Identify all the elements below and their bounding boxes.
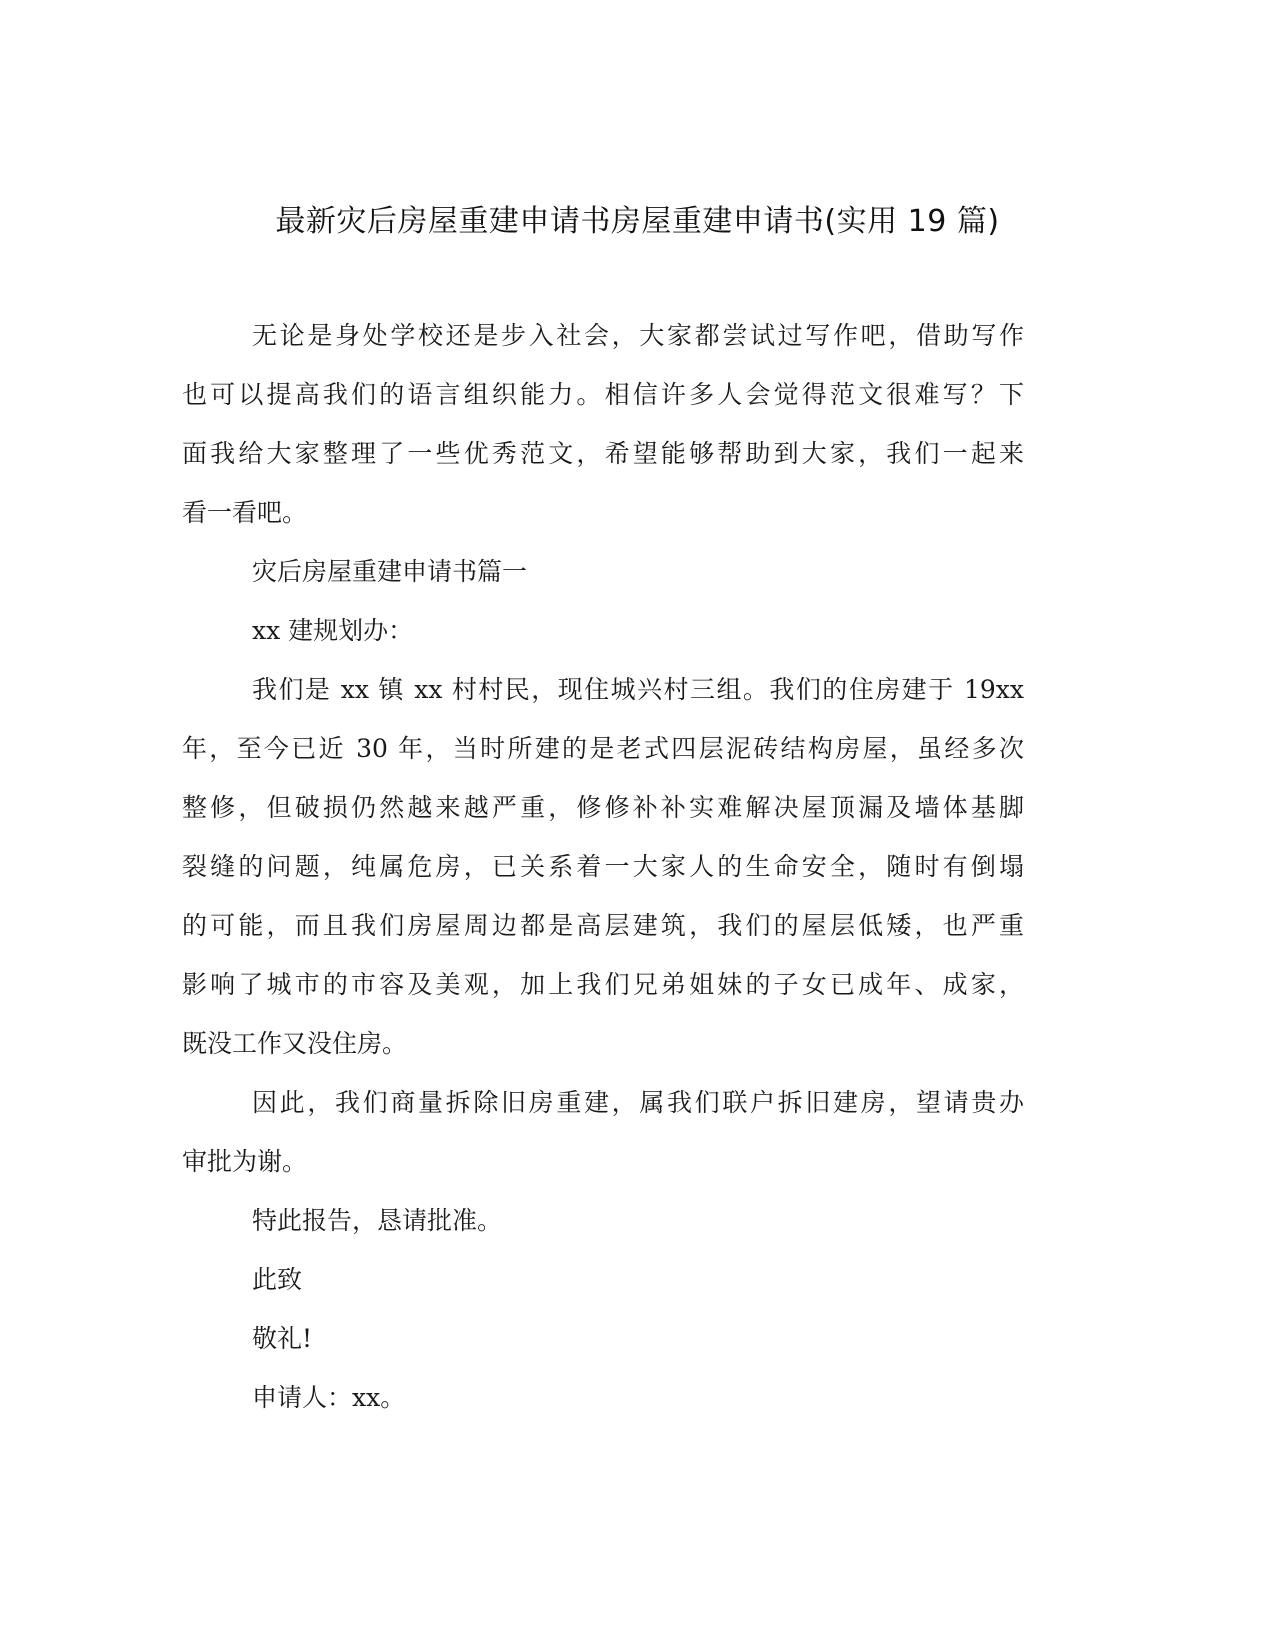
body-para2-line-2: 审批为谢。: [182, 1147, 308, 1176]
intro-line-2: 也可以提高我们的语言组织能力。相信许多人会觉得范文很难写？下: [182, 380, 1024, 409]
intro-line-4: 看一看吧。: [182, 498, 308, 527]
closing-cizhi: 此致: [252, 1265, 303, 1294]
body-para1-line-4: 裂缝的问题，纯属危房，已关系着一大家人的生命安全，随时有倒塌: [182, 852, 1024, 881]
body-para1-line-3: 整修，但破损仍然越来越严重，修修补补实难解决屋顶漏及墙体基脚: [182, 793, 1024, 822]
closing-report: 特此报告，恳请批准。: [252, 1206, 503, 1235]
body-para2-line-1: 因此，我们商量拆除旧房重建，属我们联户拆旧建房，望请贵办: [252, 1088, 1024, 1117]
intro-line-3: 面我给大家整理了一些优秀范文，希望能够帮助到大家，我们一起来: [182, 439, 1024, 468]
closing-applicant: 申请人：xx。: [252, 1383, 406, 1412]
section-heading: 灾后房屋重建申请书篇一: [252, 557, 528, 586]
body-para1-line-5: 的可能，而且我们房屋周边都是高层建筑，我们的屋层低矮，也严重: [182, 911, 1024, 940]
document-title: 最新灾后房屋重建申请书房屋重建申请书(实用 19 篇): [275, 204, 1000, 239]
body-para1-line-1: 我们是 xx 镇 xx 村村民，现住城兴村三组。我们的住房建于 19xx: [252, 675, 1024, 704]
body-para1-line-7: 既没工作又没住房。: [182, 1029, 408, 1058]
body-para1-line-2: 年，至今已近 30 年，当时所建的是老式四层泥砖结构房屋，虽经多次: [182, 734, 1024, 763]
closing-jingli: 敬礼!: [252, 1324, 313, 1353]
salutation: xx 建规划办：: [252, 616, 414, 645]
intro-line-1: 无论是身处学校还是步入社会，大家都尝试过写作吧，借助写作: [252, 321, 1024, 350]
body-para1-line-6: 影响了城市的市容及美观，加上我们兄弟姐妹的子女已成年、成家，: [182, 970, 1024, 999]
